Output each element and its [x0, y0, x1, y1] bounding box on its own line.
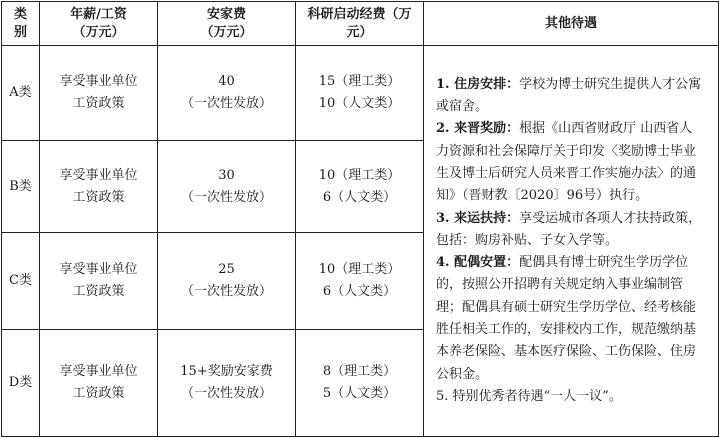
row-settlement: 25 （一次性发放）: [158, 233, 296, 330]
row-salary: 享受事业单位 工资政策: [40, 141, 158, 233]
row-category: C类: [2, 233, 40, 330]
benefit-item: 1. 住房安排：学校为博士研究生提供人才公寓 或宿舍。: [436, 76, 702, 115]
row-salary: 享受事业单位 工资政策: [40, 330, 158, 437]
row-salary: 享受事业单位 工资政策: [40, 233, 158, 330]
benefit-item: 5. 特别优秀者待遇“一人一议”。: [436, 388, 622, 404]
row-research: 10（理工类） 6（人文类）: [296, 141, 424, 233]
header-settlement: 安家费 （万元）: [158, 2, 296, 46]
header-research: 科研启动经费（万 元）: [296, 2, 424, 46]
row-research: 8（理工类） 5（人文类）: [296, 330, 424, 437]
benefit-item: 4. 配偶安置：配偶具有博士研究生学历学位 的，按照公开招聘有关规定纳入事业编制管 理；配偶具有硕士研究生学历学位、经考核能 胜任相关工作的，安排校内工作，规范缴纳基 本养老保险、基本医疗保险、工伤保险、住房 公积金。: [436, 255, 697, 382]
row-salary: 享受事业单位 工资政策: [40, 46, 158, 141]
row-category: B类: [2, 141, 40, 233]
row-settlement: 30 （一次性发放）: [158, 141, 296, 233]
row-settlement: 15+奖励安家费 （一次性发放）: [158, 330, 296, 437]
header-salary: 年薪/工资 （万元）: [40, 2, 158, 46]
row-research: 10（理工类） 6（人文类）: [296, 233, 424, 330]
header-row: [2, 2, 719, 46]
table-row: [2, 46, 719, 141]
row-settlement: 40 （一次性发放）: [158, 46, 296, 141]
benefit-item: 3. 来运扶持：享受运城市各项人才扶持政策， 包括：购房补贴、子女入学等。: [436, 210, 702, 248]
row-research: 15（理工类） 10（人文类）: [296, 46, 424, 141]
row-category: A类: [2, 46, 40, 141]
header-other: 其他待遇: [424, 2, 719, 46]
other-benefits-cell: [424, 46, 719, 437]
benefit-item: 2. 来晋奖励：根据《山西省财政厅 山西省人 力资源和社会保障厅关于印发〈奖励博士毕业 生及博士后研究人员来晋工作实施办法〉的通 知》（晋财教〔2020〕96号）执行。: [436, 121, 697, 204]
row-category: D类: [2, 330, 40, 437]
talent-benefits-table: [1, 1, 719, 437]
header-category: 类 别: [2, 2, 40, 46]
